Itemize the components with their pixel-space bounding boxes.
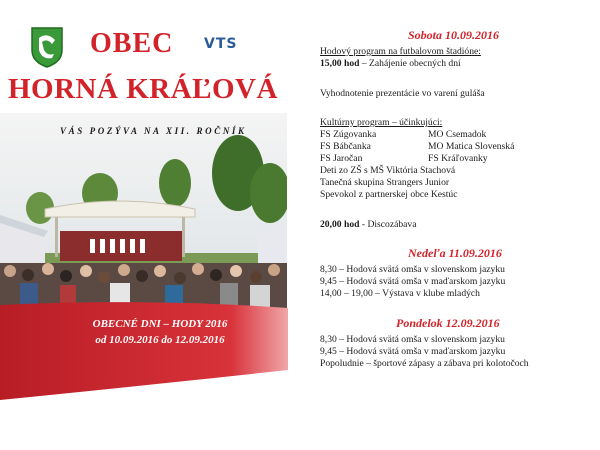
saturday-opening (320, 58, 461, 70)
performer-row (320, 129, 487, 141)
performer: FS Kráľovanky (428, 153, 488, 164)
schedule-item: 8,30 – Hodová svätá omša v slovenskom jazyku (320, 264, 505, 275)
performer: Tanečná skupina Strangers Junior (320, 177, 450, 188)
village-title: HORNÁ KRÁĽOVÁ (8, 73, 278, 105)
schedule-item: 14,00 – 19,00 – Výstava v klube mladých (320, 288, 480, 299)
vts-logo-text: VTS (204, 36, 238, 52)
disco-time: 20,00 hod (320, 219, 360, 230)
performer: FS Zúgovanka (320, 129, 377, 140)
red-ribbon-banner (0, 300, 290, 400)
saturday-disco (320, 219, 416, 231)
opening-time: 15,00 hod (320, 58, 360, 69)
day-heading-sunday: Nedeľa 11.09.2016 (408, 246, 502, 260)
day-heading-saturday: Sobota 10.09.2016 (408, 28, 500, 42)
schedule-item: Popoludnie – športové zápasy a zábava pri kolotočoch (320, 358, 529, 369)
invite-text: VÁS POZÝVA NA XII. ROČNÍK (60, 126, 247, 136)
saturday-goulash: Vyhodnotenie prezentácie vo varení guláša (320, 88, 485, 99)
schedule-item: 8,30 – Hodová svätá omša v slovenskom jazyku (320, 334, 505, 345)
village-crest-icon (30, 26, 64, 68)
poster-panel (0, 0, 290, 450)
performer-row (320, 153, 488, 165)
disco-text: - Discozábava (359, 219, 417, 230)
performer: MO Matica Slovenská (428, 141, 515, 152)
performer: FS Jaročan (320, 153, 363, 164)
vts-logo-icon (204, 36, 237, 52)
schedule-item: 9,45 – Hodová svätá omša v maďarskom jazyku (320, 346, 506, 357)
obec-title: OBEC (90, 28, 174, 59)
day-heading-monday: Pondelok 12.09.2016 (396, 316, 500, 330)
saturday-venue: Hodový program na futbalovom štadióne: (320, 46, 481, 57)
festival-photo (0, 113, 287, 309)
performer: Deti zo ZŠ s MŠ Viktória Stachová (320, 165, 456, 176)
performer: Spevokol z partnerskej obce Kestúc (320, 189, 458, 200)
cultural-heading: Kultúrny program – účinkujúci: (320, 117, 443, 128)
performer-row (320, 141, 515, 153)
event-dates: od 10.09.2016 do 12.09.2016 (95, 334, 225, 346)
schedule-item: 9,45 – Hodová svätá omša v maďarskom jazyku (320, 276, 506, 287)
opening-text: – Zahájenie obecných dní (359, 58, 461, 69)
performer: MO Csemadok (428, 129, 487, 140)
event-name: OBECNÉ DNI – HODY 2016 (92, 318, 228, 330)
performer: FS Bábčanka (320, 141, 371, 152)
